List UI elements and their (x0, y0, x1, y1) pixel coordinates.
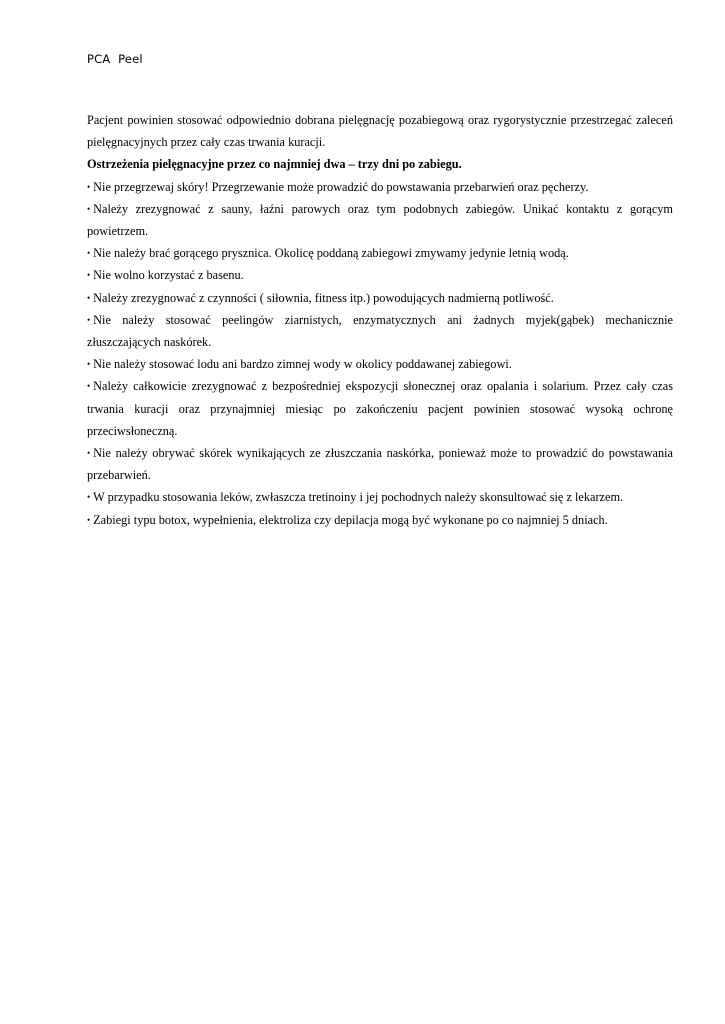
bullet-icon: • (87, 492, 91, 503)
bullet-text: Zabiegi typu botox, wypełnienia, elektroliza czy depilacja mogą być wykonane po co najmniej 5 dniach. (93, 512, 608, 527)
bullet-icon: • (87, 270, 91, 281)
bullet-icon: • (87, 359, 91, 370)
bullet-text: Nie przegrzewaj skóry! Przegrzewanie może prowadzić do powstawania przebarwień oraz pęcherzy. (93, 179, 589, 194)
bullet-icon: • (87, 314, 91, 325)
bullet-icon: • (87, 292, 91, 303)
bullet-item (87, 198, 673, 242)
bullet-item (87, 375, 673, 442)
bullet-text: Należy całkowicie zrezygnować z bezpośredniej ekspozycji słonecznej oraz opalania i solarium. Przez cały czas trwania kuracji oraz przynajmniej miesiąc po zakończeniu pacjent powinien stosować wysoką ochronę przeciwsłoneczną. (87, 379, 673, 438)
bullet-item (87, 353, 673, 375)
bullet-text: W przypadku stosowania leków, zwłaszcza tretinoiny i jej pochodnych należy skonsultować się z lekarzem. (93, 490, 624, 505)
bullet-icon: • (87, 181, 91, 192)
bullet-item (87, 242, 673, 264)
bullet-item (87, 509, 673, 531)
bullet-icon: • (87, 448, 91, 459)
bullet-item (87, 176, 673, 198)
bullet-text: Należy zrezygnować z czynności ( siłownia, fitness itp.) powodujących nadmierną potliwość. (93, 290, 554, 305)
bullet-text: Nie wolno korzystać z basenu. (93, 268, 244, 283)
bullet-item (87, 486, 673, 508)
bullet-text: Nie należy obrywać skórek wynikających ze złuszczania naskórka, ponieważ może to prowadzić do powstawania przebarwień. (87, 446, 673, 483)
bullet-icon: • (87, 381, 91, 392)
bullet-item (87, 264, 673, 286)
page-header-title: PCA Peel (87, 52, 143, 66)
intro-paragraph: Pacjent powinien stosować odpowiednio dobrana pielęgnację pozabiegową oraz rygorystycznie przestrzegać zaleceń pielęgnacyjnych przez cały czas trwania kuracji. (87, 113, 673, 150)
warnings-heading: Ostrzeżenia pielęgnacyjne przez co najmniej dwa – trzy dni po zabiegu. (87, 157, 462, 172)
bullet-icon: • (87, 203, 91, 214)
bullet-item (87, 309, 673, 353)
bullet-text: Należy zrezygnować z sauny, łaźni parowych oraz tym podobnych zabiegów. Unikać kontaktu z gorącym powietrzem. (87, 201, 673, 239)
bullet-item (87, 287, 673, 309)
bullet-text: Nie należy brać gorącego prysznica. Okolicę poddaną zabiegowi zmywamy jedynie letnią wodą. (93, 246, 569, 261)
bullet-text: Nie należy stosować lodu ani bardzo zimnej wody w okolicy poddawanej zabiegowi. (93, 357, 512, 372)
document-body (87, 109, 673, 531)
bullet-icon: • (87, 514, 91, 525)
bullet-text: Nie należy stosować peelingów ziarnistych, enzymatycznych ani żadnych myjek(gąbek) mechanicznie złuszczających naskórek. (87, 312, 673, 350)
bullet-item (87, 442, 673, 486)
bullet-icon: • (87, 248, 91, 259)
